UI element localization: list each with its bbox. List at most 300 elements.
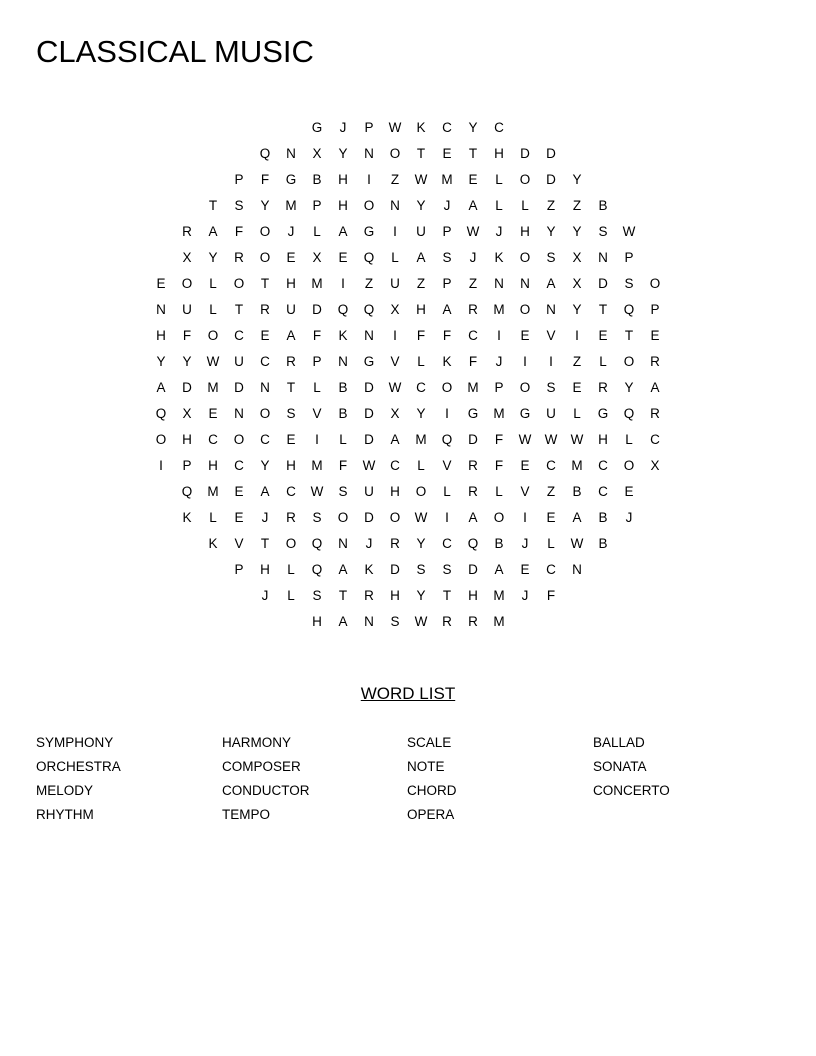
grid-letter: Y xyxy=(338,146,348,161)
grid-letter: H xyxy=(286,458,296,473)
grid-letter: C xyxy=(546,562,556,577)
grid-letter: O xyxy=(259,406,271,421)
grid-letter: L xyxy=(547,536,555,551)
grid-letter: J xyxy=(469,250,477,265)
word-list-item: SYMPHONY xyxy=(36,735,114,750)
grid-letter: S xyxy=(624,276,634,291)
grid-letter: L xyxy=(495,484,503,499)
grid-letter: L xyxy=(209,302,217,317)
word-list-item: ORCHESTRA xyxy=(36,759,121,774)
grid-letter: C xyxy=(234,458,244,473)
word-list-column-3 xyxy=(407,731,587,827)
grid-letter: R xyxy=(468,614,478,629)
grid-letter: N xyxy=(520,276,530,291)
grid-letter: T xyxy=(260,536,270,551)
grid-letter: L xyxy=(287,588,295,603)
grid-letter: D xyxy=(598,276,608,291)
grid-letter: T xyxy=(416,146,426,161)
word-list-item: NOTE xyxy=(407,759,445,774)
grid-row xyxy=(0,245,816,271)
grid-letter: A xyxy=(572,510,582,525)
grid-letter: X xyxy=(572,276,582,291)
grid-letter: T xyxy=(468,146,478,161)
grid-letter: J xyxy=(287,224,295,239)
grid-letter: X xyxy=(390,302,400,317)
grid-letter: D xyxy=(364,432,374,447)
grid-letter: Y xyxy=(416,406,426,421)
grid-letter: D xyxy=(364,510,374,525)
grid-letter: C xyxy=(260,354,270,369)
grid-letter: B xyxy=(312,172,322,187)
grid-row xyxy=(0,505,816,531)
grid-letter: A xyxy=(468,510,478,525)
grid-letter: W xyxy=(388,380,402,395)
grid-letter: U xyxy=(416,224,426,239)
grid-letter: P xyxy=(312,198,322,213)
grid-letter: O xyxy=(389,510,401,525)
grid-letter: P xyxy=(364,120,374,135)
grid-letter: A xyxy=(208,224,218,239)
grid-row xyxy=(0,609,816,635)
grid-letter: H xyxy=(208,458,218,473)
grid-letter: H xyxy=(520,224,530,239)
grid-letter: G xyxy=(519,406,531,421)
grid-letter: W xyxy=(544,432,558,447)
grid-letter: A xyxy=(338,614,348,629)
grid-letter: N xyxy=(598,250,608,265)
grid-letter: O xyxy=(415,484,427,499)
grid-letter: C xyxy=(442,120,452,135)
word-list-item: CHORD xyxy=(407,783,457,798)
grid-letter: J xyxy=(495,354,503,369)
grid-row xyxy=(0,349,816,375)
grid-letter: K xyxy=(364,562,374,577)
grid-letter: Y xyxy=(468,120,478,135)
grid-letter: T xyxy=(624,328,634,343)
word-list-item: CONDUCTOR xyxy=(222,783,310,798)
grid-letter: C xyxy=(390,458,400,473)
grid-letter: D xyxy=(546,172,556,187)
grid-letter: T xyxy=(208,198,218,213)
grid-letter: G xyxy=(363,354,375,369)
grid-letter: H xyxy=(338,198,348,213)
grid-letter: A xyxy=(390,432,400,447)
grid-letter: H xyxy=(286,276,296,291)
grid-letter: R xyxy=(286,510,296,525)
grid-letter: Y xyxy=(546,224,556,239)
grid-letter: X xyxy=(312,250,322,265)
grid-letter: O xyxy=(181,276,193,291)
word-list-item: RHYTHM xyxy=(36,807,94,822)
word-list-item: COMPOSER xyxy=(222,759,301,774)
grid-letter: W xyxy=(388,120,402,135)
grid-letter: F xyxy=(312,328,322,343)
grid-letter: I xyxy=(367,172,371,187)
grid-letter: Y xyxy=(208,250,218,265)
grid-row xyxy=(0,219,816,245)
grid-letter: M xyxy=(415,432,427,447)
grid-letter: O xyxy=(649,276,661,291)
grid-letter: N xyxy=(260,380,270,395)
grid-letter: Z xyxy=(572,198,582,213)
grid-letter: F xyxy=(260,172,270,187)
grid-letter: P xyxy=(650,302,660,317)
grid-letter: P xyxy=(182,458,192,473)
grid-letter: Q xyxy=(259,146,271,161)
grid-letter: Y xyxy=(416,198,426,213)
grid-letter: D xyxy=(468,562,478,577)
grid-letter: Y xyxy=(182,354,192,369)
grid-letter: O xyxy=(155,432,167,447)
grid-letter: O xyxy=(623,354,635,369)
grid-letter: Q xyxy=(623,406,635,421)
grid-letter: A xyxy=(468,198,478,213)
grid-letter: S xyxy=(546,380,556,395)
grid-letter: O xyxy=(519,172,531,187)
grid-letter: A xyxy=(546,276,556,291)
grid-letter: C xyxy=(416,380,426,395)
grid-letter: F xyxy=(494,432,504,447)
grid-letter: A xyxy=(338,562,348,577)
grid-letter: A xyxy=(416,250,426,265)
grid-letter: Q xyxy=(623,302,635,317)
grid-letter: L xyxy=(495,172,503,187)
grid-letter: J xyxy=(495,224,503,239)
grid-letter: L xyxy=(625,432,633,447)
grid-letter: Q xyxy=(311,562,323,577)
grid-letter: Y xyxy=(416,588,426,603)
grid-letter: C xyxy=(468,328,478,343)
grid-letter: A xyxy=(286,328,296,343)
grid-letter: P xyxy=(234,562,244,577)
grid-letter: Z xyxy=(546,484,556,499)
grid-letter: W xyxy=(414,510,428,525)
grid-letter: J xyxy=(443,198,451,213)
grid-letter: H xyxy=(338,172,348,187)
grid-letter: M xyxy=(493,588,505,603)
grid-letter: Q xyxy=(467,536,479,551)
grid-letter: C xyxy=(598,484,608,499)
grid-letter: P xyxy=(442,276,452,291)
grid-letter: L xyxy=(339,432,347,447)
grid-letter: O xyxy=(233,432,245,447)
grid-letter: P xyxy=(312,354,322,369)
grid-letter: P xyxy=(442,224,452,239)
grid-letter: E xyxy=(650,328,660,343)
grid-letter: J xyxy=(365,536,373,551)
grid-letter: S xyxy=(442,250,452,265)
grid-letter: S xyxy=(442,562,452,577)
grid-letter: N xyxy=(494,276,504,291)
grid-letter: K xyxy=(416,120,426,135)
grid-letter: U xyxy=(390,276,400,291)
grid-letter: S xyxy=(338,484,348,499)
grid-letter: I xyxy=(445,406,449,421)
grid-letter: B xyxy=(338,406,348,421)
grid-letter: M xyxy=(493,302,505,317)
grid-letter: E xyxy=(156,276,166,291)
grid-letter: H xyxy=(494,146,504,161)
grid-letter: W xyxy=(206,354,220,369)
grid-letter: O xyxy=(259,250,271,265)
grid-letter: Y xyxy=(572,302,582,317)
grid-letter: C xyxy=(208,432,218,447)
grid-letter: N xyxy=(390,198,400,213)
grid-letter: I xyxy=(497,328,501,343)
grid-letter: W xyxy=(622,224,636,239)
grid-letter: O xyxy=(519,302,531,317)
grid-letter: O xyxy=(493,510,505,525)
grid-letter: B xyxy=(598,198,608,213)
grid-row xyxy=(0,453,816,479)
grid-letter: N xyxy=(338,536,348,551)
grid-letter: O xyxy=(519,250,531,265)
grid-letter: O xyxy=(623,458,635,473)
grid-letter: K xyxy=(442,354,452,369)
grid-letter: E xyxy=(546,510,556,525)
grid-letter: O xyxy=(389,146,401,161)
grid-letter: C xyxy=(286,484,296,499)
word-list-column-4 xyxy=(593,731,773,803)
grid-letter: I xyxy=(393,224,397,239)
grid-letter: H xyxy=(156,328,166,343)
grid-letter: E xyxy=(260,328,270,343)
word-list-item: TEMPO xyxy=(222,807,271,822)
grid-letter: E xyxy=(338,250,348,265)
grid-letter: L xyxy=(521,198,529,213)
grid-letter: B xyxy=(598,510,608,525)
grid-letter: A xyxy=(650,380,660,395)
grid-letter: C xyxy=(598,458,608,473)
grid-letter: W xyxy=(310,484,324,499)
word-list-item: SONATA xyxy=(593,759,647,774)
grid-letter: O xyxy=(207,328,219,343)
grid-letter: S xyxy=(286,406,296,421)
grid-letter: E xyxy=(598,328,608,343)
grid-letter: W xyxy=(414,614,428,629)
grid-letter: D xyxy=(390,562,400,577)
grid-letter: Y xyxy=(260,458,270,473)
grid-letter: Z xyxy=(416,276,426,291)
grid-letter: L xyxy=(443,484,451,499)
grid-letter: O xyxy=(285,536,297,551)
grid-letter: C xyxy=(442,536,452,551)
grid-letter: D xyxy=(234,380,244,395)
grid-row xyxy=(0,193,816,219)
grid-letter: K xyxy=(338,328,348,343)
grid-letter: R xyxy=(286,354,296,369)
grid-row xyxy=(0,297,816,323)
grid-letter: R xyxy=(468,302,478,317)
grid-letter: P xyxy=(234,172,244,187)
grid-letter: O xyxy=(259,224,271,239)
grid-letter: F xyxy=(234,224,244,239)
grid-letter: Z xyxy=(546,198,556,213)
grid-letter: Z xyxy=(390,172,400,187)
grid-letter: L xyxy=(209,510,217,525)
grid-letter: V xyxy=(442,458,452,473)
grid-letter: J xyxy=(339,120,347,135)
grid-letter: C xyxy=(260,432,270,447)
grid-letter: V xyxy=(312,406,322,421)
grid-letter: T xyxy=(234,302,244,317)
grid-letter: K xyxy=(494,250,504,265)
grid-letter: J xyxy=(261,588,269,603)
grid-letter: A xyxy=(494,562,504,577)
grid-letter: Z xyxy=(364,276,374,291)
grid-letter: F xyxy=(182,328,192,343)
grid-letter: N xyxy=(572,562,582,577)
grid-letter: F xyxy=(338,458,348,473)
grid-letter: H xyxy=(416,302,426,317)
grid-letter: E xyxy=(234,510,244,525)
grid-letter: J xyxy=(521,588,529,603)
grid-letter: M xyxy=(493,406,505,421)
word-list-column-2 xyxy=(222,731,402,827)
grid-letter: V xyxy=(234,536,244,551)
grid-letter: M xyxy=(571,458,583,473)
grid-letter: A xyxy=(156,380,166,395)
grid-letter: O xyxy=(363,198,375,213)
grid-letter: N xyxy=(364,328,374,343)
grid-letter: I xyxy=(575,328,579,343)
grid-letter: G xyxy=(363,224,375,239)
word-list-heading: WORD LIST xyxy=(360,684,456,703)
grid-letter: X xyxy=(650,458,660,473)
grid-letter: E xyxy=(442,146,452,161)
grid-letter: L xyxy=(573,406,581,421)
grid-letter: A xyxy=(260,484,270,499)
grid-letter: N xyxy=(364,614,374,629)
grid-letter: L xyxy=(313,380,321,395)
grid-row xyxy=(0,167,816,193)
grid-letter: H xyxy=(468,588,478,603)
grid-letter: S xyxy=(234,198,244,213)
grid-letter: X xyxy=(390,406,400,421)
grid-letter: W xyxy=(414,172,428,187)
grid-row xyxy=(0,375,816,401)
grid-letter: F xyxy=(546,588,556,603)
grid-letter: M xyxy=(207,484,219,499)
grid-letter: H xyxy=(390,484,400,499)
grid-letter: T xyxy=(260,276,270,291)
grid-letter: E xyxy=(520,458,530,473)
grid-letter: R xyxy=(260,302,270,317)
grid-letter: G xyxy=(597,406,609,421)
grid-letter: F xyxy=(494,458,504,473)
grid-letter: E xyxy=(572,380,582,395)
grid-letter: N xyxy=(286,146,296,161)
grid-letter: S xyxy=(312,510,322,525)
grid-letter: D xyxy=(312,302,322,317)
grid-letter: I xyxy=(523,510,527,525)
grid-letter: W xyxy=(362,458,376,473)
grid-letter: R xyxy=(468,458,478,473)
grid-letter: U xyxy=(546,406,556,421)
grid-letter: U xyxy=(234,354,244,369)
grid-letter: I xyxy=(549,354,553,369)
grid-letter: R xyxy=(468,484,478,499)
grid-row xyxy=(0,427,816,453)
grid-letter: E xyxy=(234,484,244,499)
grid-letter: S xyxy=(598,224,608,239)
grid-letter: A xyxy=(442,302,452,317)
grid-letter: U xyxy=(182,302,192,317)
grid-letter: O xyxy=(519,380,531,395)
grid-letter: X xyxy=(182,406,192,421)
grid-row xyxy=(0,141,816,167)
word-list-item: MELODY xyxy=(36,783,94,798)
grid-letter: M xyxy=(441,172,453,187)
grid-letter: P xyxy=(494,380,504,395)
grid-letter: R xyxy=(650,354,660,369)
grid-letter: A xyxy=(338,224,348,239)
grid-letter: R xyxy=(650,406,660,421)
grid-letter: O xyxy=(337,510,349,525)
grid-letter: C xyxy=(650,432,660,447)
grid-letter: L xyxy=(391,250,399,265)
grid-letter: D xyxy=(364,380,374,395)
word-list-item: HARMONY xyxy=(222,735,292,750)
grid-letter: T xyxy=(442,588,452,603)
grid-letter: E xyxy=(208,406,218,421)
word-list-item: OPERA xyxy=(407,807,455,822)
word-list-item: SCALE xyxy=(407,735,452,750)
grid-letter: I xyxy=(341,276,345,291)
grid-letter: H xyxy=(390,588,400,603)
grid-letter: H xyxy=(598,432,608,447)
grid-letter: B xyxy=(572,484,582,499)
grid-letter: F xyxy=(416,328,426,343)
grid-letter: D xyxy=(520,146,530,161)
grid-letter: C xyxy=(234,328,244,343)
grid-row xyxy=(0,531,816,557)
grid-letter: I xyxy=(445,510,449,525)
grid-letter: L xyxy=(417,458,425,473)
grid-letter: F xyxy=(468,354,478,369)
grid-letter: E xyxy=(468,172,478,187)
grid-letter: Y xyxy=(156,354,166,369)
grid-letter: D xyxy=(364,406,374,421)
grid-letter: H xyxy=(182,432,192,447)
grid-letter: G xyxy=(311,120,323,135)
grid-letter: V xyxy=(520,484,530,499)
grid-letter: X xyxy=(572,250,582,265)
grid-letter: Z xyxy=(572,354,582,369)
grid-letter: N xyxy=(546,302,556,317)
grid-letter: Q xyxy=(155,406,167,421)
grid-letter: T xyxy=(598,302,608,317)
grid-letter: J xyxy=(261,510,269,525)
grid-letter: I xyxy=(393,328,397,343)
grid-letter: M xyxy=(493,614,505,629)
grid-letter: W xyxy=(570,536,584,551)
grid-letter: L xyxy=(209,276,217,291)
grid-letter: P xyxy=(624,250,634,265)
word-list-column-1 xyxy=(36,731,216,827)
grid-letter: L xyxy=(599,354,607,369)
grid-letter: Q xyxy=(311,536,323,551)
grid-letter: R xyxy=(442,614,452,629)
grid-letter: O xyxy=(441,380,453,395)
grid-letter: B xyxy=(338,380,348,395)
grid-letter: S xyxy=(312,588,322,603)
grid-letter: T xyxy=(338,588,348,603)
grid-row xyxy=(0,271,816,297)
grid-letter: E xyxy=(520,562,530,577)
grid-row xyxy=(0,557,816,583)
grid-row xyxy=(0,323,816,349)
